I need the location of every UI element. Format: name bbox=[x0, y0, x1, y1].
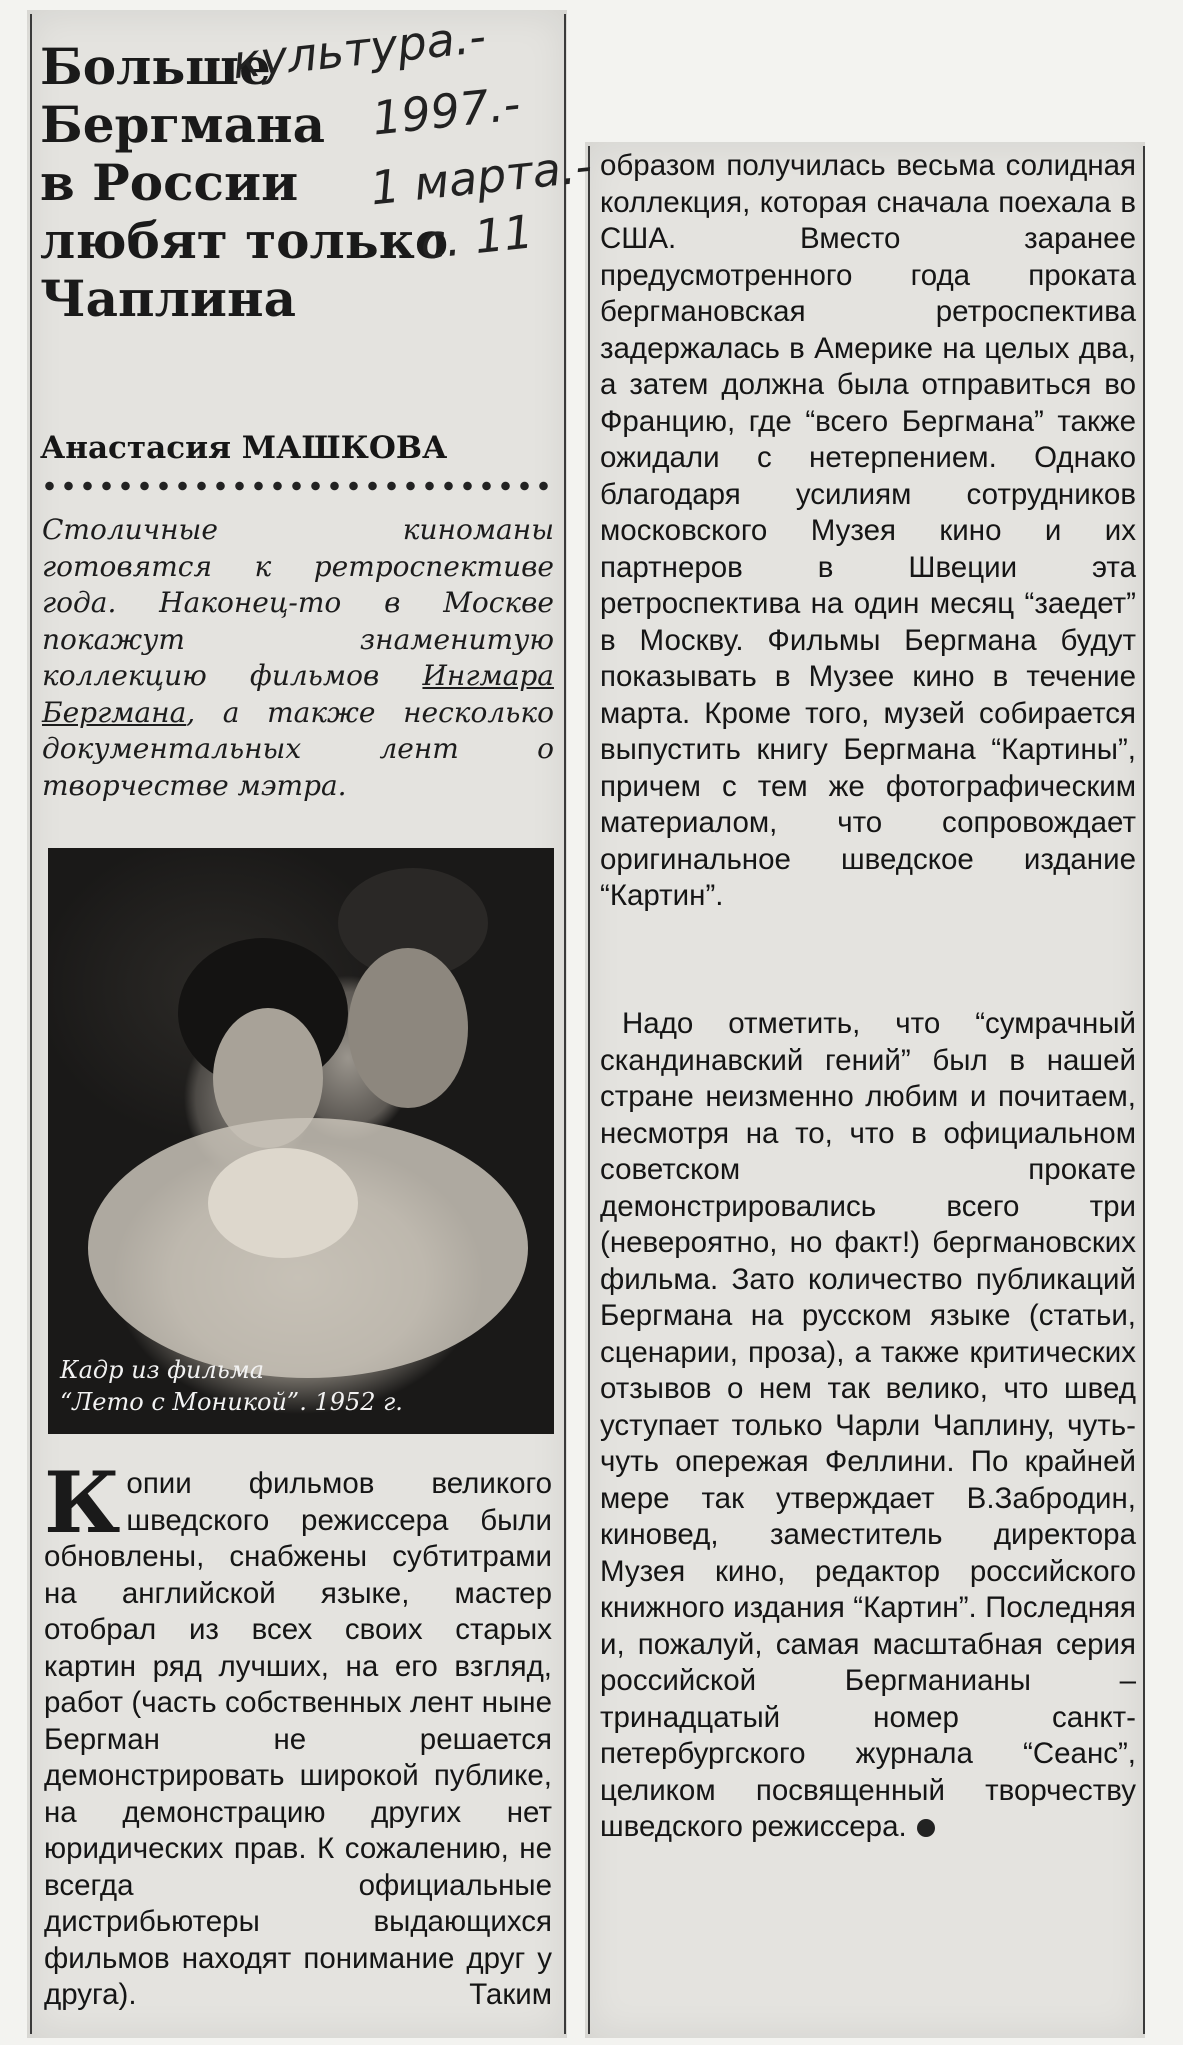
photo-figure bbox=[208, 1148, 358, 1258]
body-column-left bbox=[44, 1453, 552, 2014]
dotted-divider bbox=[40, 480, 552, 492]
author-byline: Анастасия МАШКОВА bbox=[40, 430, 448, 466]
lead-text: Столичные киноманы готовятся к ретроспективе года. Наконец-то в Москве покажут знаменитую коллекцию фильмов bbox=[42, 513, 554, 692]
end-of-article-bullet bbox=[917, 1819, 935, 1837]
handwritten-source-note: культура.- bbox=[229, 8, 489, 90]
headline-line: в России bbox=[40, 153, 299, 212]
body-text: Надо отметить, что “сумрачный скандинавский гений” был в нашей стране неизменно любим и почитаем, несмотря на то, что в официальном советском прокате демонстрировались всего три (невероятно, но факт!) бергмановских фильма. Зато количество публикаций Бергмана на русском языке (статьи, сценарии, проза), а также критических отзывов о нем так велико, что швед уступает только Чарли Чаплину, чуть-чуть опережая Феллини. По крайней мере так утверждает В.Забродин, киновед, заместитель директора Музея кино, редактор российского книжного издания “Картин”. Последняя и, пожалуй, самая масштабная серия российской Бергманианы – тринадцатый номер санкт-петербургского журнала “Сеанс”, целиком посвященный творчеству шведского режиссера. bbox=[600, 1007, 1136, 1843]
handwritten-date-note: 1 марта.- bbox=[367, 138, 595, 216]
film-still-photo bbox=[48, 848, 554, 1434]
handwritten-year-note: 1997.- bbox=[369, 76, 523, 146]
drop-cap: К bbox=[44, 1453, 121, 1552]
lead-name-underlined: Бергмана bbox=[42, 695, 187, 729]
caption-line: Кадр из фильма bbox=[60, 1356, 265, 1384]
headline-line: Бергмана bbox=[40, 95, 325, 154]
column-rule bbox=[588, 146, 590, 2034]
handwritten-page-note: с. 11 bbox=[417, 204, 536, 270]
photo-caption bbox=[60, 1354, 530, 1418]
headline-line: Больше bbox=[40, 37, 271, 96]
column-rule bbox=[1143, 146, 1145, 2034]
column-rule bbox=[564, 14, 566, 2034]
photo-figure bbox=[348, 948, 468, 1108]
headline-line: Чаплина bbox=[40, 269, 296, 328]
body-column-right-paragraph: образом получилась весьма солидная коллекция, которая сначала поехала в США. Вместо заранее предусмотренного года проката бергмановская ретроспектива задержалась в Америке на целых два, а затем должна была отправиться во Францию, где “всего Бергмана” также ожидали с нетерпением. Однако благодаря усилиям сотрудников московского Музея кино и их партнеров в Швеции эта ретроспектива на один месяц “заедет” в Москву. Фильмы Бергмана будут показывать в Музее кино в течение марта. Кроме того, музей собирается выпустить книгу Бергмана “Картины”, причем с тем же фотографическим материалом, что сопровождает оригинальное шведское издание “Картин”. bbox=[600, 149, 1136, 912]
caption-line: “Лето с Моникой”. 1952 г. bbox=[60, 1388, 403, 1416]
body-column-right-paragraph bbox=[600, 1006, 1136, 1846]
lead-text: , а также несколько документальных лент о творчестве мэтра. bbox=[42, 695, 554, 802]
lead-name-underlined: Ингмара bbox=[422, 659, 554, 692]
lead-paragraph bbox=[42, 512, 554, 804]
headline-line: любят только bbox=[40, 211, 449, 270]
body-text: опии фильмов великого шведского режиссера были обновлены, снабжены субтитрами на английской языке, мастер отобрал из всех своих старых картин ряд лучших, на его взгляд, работ (часть собственных лент ныне Бергман не решается демонстрировать широкой публике, на демонстрацию других нет юридических прав. К сожалению, не всегда официальные дистрибьютеры выдающихся фильмов находят понимание друг у друга). Таким bbox=[44, 1467, 552, 2011]
column-rule bbox=[30, 14, 32, 2034]
